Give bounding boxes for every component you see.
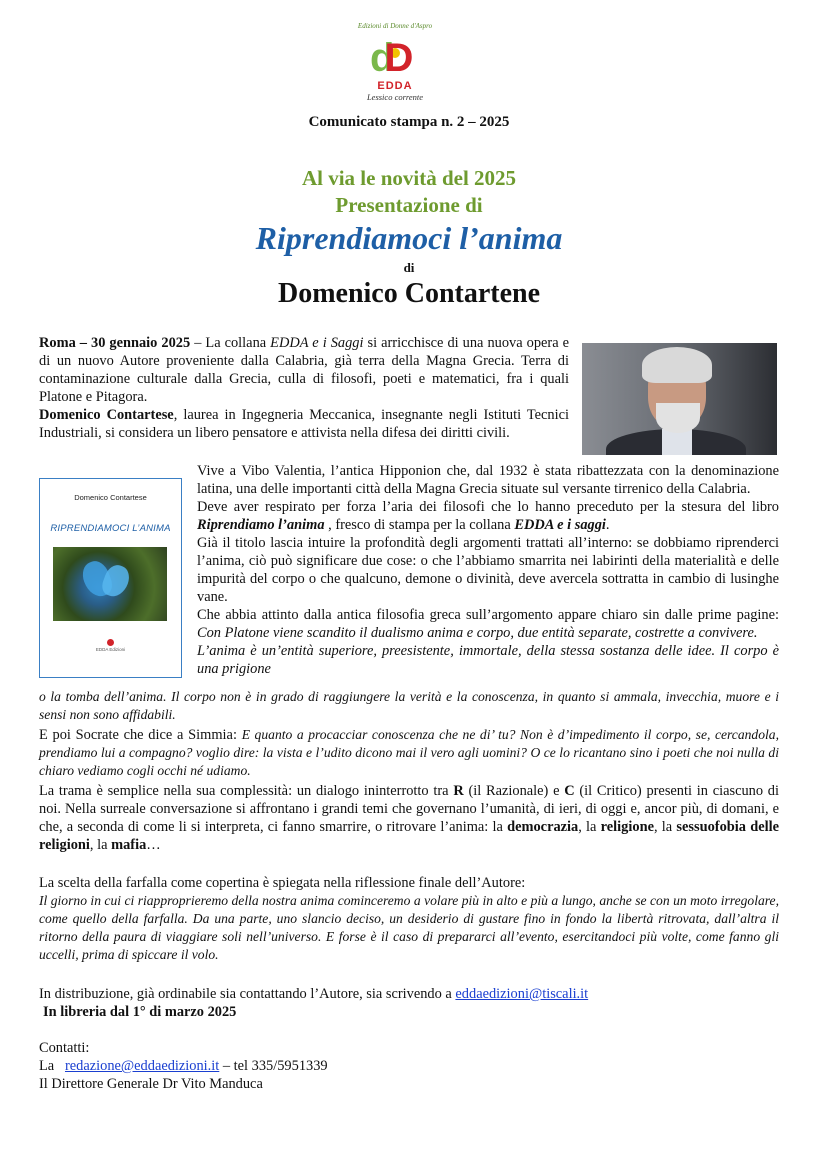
by-label: di bbox=[403, 260, 415, 275]
trama-paragraph: La trama è semplice nella sua complessità: un dialogo ininterrotto tra R (il Razionale) e C (il Critico) presenti in ciascuno di noi. Nella surreale conversazione si affrontano i grandi temi che governano l’umanità, di ieri, di oggi e, ancor più, di domani, e che, a seconda di come li si interpreta, ci fanno smarrire, o ritrovare l’anima: la democrazia, la religione, la sessuofobia delle religioni, la mafia… bbox=[39, 783, 779, 853]
logo-arc-text: Edizioni di Donne d'Aspro bbox=[357, 22, 433, 30]
redazione-email-link[interactable]: redazione@eddaedizioni.it bbox=[64, 1058, 220, 1074]
press-release-number: Comunicato stampa n. 2 – 2025 bbox=[308, 114, 510, 130]
farfalla-quote: Il giorno in cui ci riapproprieremo della nostra anima cominceremo a volare più in alto e più a lungo, anche se con un moto irregolare, come quello della farfalla. Da una parte, uno slancio deciso, un desiderio di gustare fino in fondo la libertà ritrovata, dall’altra il ritorno della paura di viaggiare soli nell’universo. E forse è il caso di prepararci all’evento, esercitandoci più volte, come fanno gli uccelli, prima di spiccare il volo. bbox=[39, 893, 779, 962]
headline-line1: Al via le novità del 2025 bbox=[301, 166, 517, 190]
socrate-paragraph: E poi Socrate che dice a Simmia: E quanto a procacciar conoscenza che ne di’ tu? Non è d’impedimento il corpo, se, cercandola, prendiamo lui a compagno? voglio dire: la vista e l’udito dicono mai il vero agli uomini? O ce lo ricantano sino i poeti che noi nulla di chiaro vediamo cogli occhi né udiamo. bbox=[39, 727, 779, 778]
author-photo bbox=[582, 343, 777, 455]
headline-line2: Presentazione di bbox=[335, 193, 483, 217]
place-date: Roma – 30 gennaio 2025 bbox=[39, 335, 191, 351]
author-name: Domenico Contartene bbox=[277, 278, 541, 309]
contacts-label: Contatti: bbox=[39, 1040, 90, 1056]
logo-tagline: Lessico corrente bbox=[366, 92, 424, 102]
book-title: Riprendiamoci l’anima bbox=[255, 220, 563, 256]
logo-letters: dD bbox=[370, 36, 404, 80]
intro-paragraph: Roma – 30 gennaio 2025 – La collana EDDA e i Saggi si arricchisce di una nuova opera e di un nuovo Autore proveniente dalla Calabria, già terra della Magna Grecia. Terra di contaminazione culturale dalla Grecia, culla di filosofi, poeti e matematici, fra i quali Platone e Pitagora. Domenico Contartese, laurea in Ingegneria Meccanica, insegnante negli Istituti Tecnici Industriali, si considera un libero pensatore e attivista nella difesa dei diritti civili. bbox=[39, 335, 569, 441]
contacts-line: La redazione@eddaedizioni.it – tel 335/5951339 bbox=[39, 1058, 328, 1074]
distribution-line: In distribuzione, già ordinabile sia contattando l’Autore, sia scrivendo a eddaedizioni@tiscali.it bbox=[39, 986, 589, 1002]
director-line: Il Direttore Generale Dr Vito Manduca bbox=[39, 1076, 263, 1092]
author-bio-name: Domenico Contartese bbox=[39, 407, 174, 423]
series-name: EDDA bbox=[270, 335, 309, 351]
publisher-email-link[interactable]: eddaedizioni@tiscali.it bbox=[455, 986, 589, 1002]
book-cover bbox=[39, 478, 182, 678]
cover-publisher: EDDA Edizioni bbox=[95, 647, 126, 652]
publisher-logo bbox=[356, 22, 434, 102]
farfalla-intro: La scelta della farfalla come copertina è spiegata nella riflessione finale dell’Autore: bbox=[39, 875, 526, 891]
release-date: In libreria dal 1° di marzo 2025 bbox=[43, 1004, 237, 1020]
cover-publisher-logo bbox=[107, 639, 114, 646]
logo-brand: EDDA bbox=[377, 80, 413, 92]
platone-quote-continued: o la tomba dell’anima. Il corpo non è in grado di raggiungere la verità e la conoscenza, in quanto si ammala, invecchia, muore e i sensi non sono affidabili. bbox=[39, 689, 779, 722]
vibo-paragraph: Vive a Vibo Valentia, l’antica Hipponion che, dal 1932 è stata ribattezzata con la denominazione latina, una delle importanti città della Magna Grecia situate sul versante tirrenico della Calabria. Deve aver respirato per forza l’aria dei filosofi che lo hanno preceduto per la stesura del libro Riprendiamo l’anima , fresco di stampa per la collana EDDA e i saggi. Già il titolo lascia intuire la profondità degli argomenti trattati all’interno: se dobbiamo riprenderci l’anima, ciò può significare due cose: o che l’abbiamo smarrita nei labirinti della materialità e delle impurità del corpo o che qualcuno, demone o divinità, deve avercela sottratta in cambio di lusinghe vane. Che abbia attinto dalla antica filosofia greca sull’argomento appare chiaro sin dalle prime pagine: Con Platone viene scandito il dualismo anima e corpo, due entità separate, costrette a convivere. L’anima è un’entità superiore, preesistente, immortale, della stessa sostanza delle idee. Il corpo è una prigione bbox=[197, 463, 779, 677]
cover-title: RIPRENDIAMOCI L’ANIMA bbox=[50, 523, 171, 534]
socrate-quote: E quanto a procacciar conoscenza che ne di’ tu? Non è d’impedimento il corpo, se, cercandola, prendiamo lui a compagno? voglio dire: la vista e l’udito dicono mai il vero agli uomini? O ce lo ricantano sino i poeti che noi nulla di chiaro vediamo cogli occhi né udiamo. bbox=[39, 727, 779, 778]
cover-author: Domenico Contartese bbox=[74, 493, 147, 502]
book-title-inline: Riprendiamo l’anima bbox=[197, 517, 325, 533]
series-inline: EDDA e i saggi bbox=[514, 517, 606, 533]
